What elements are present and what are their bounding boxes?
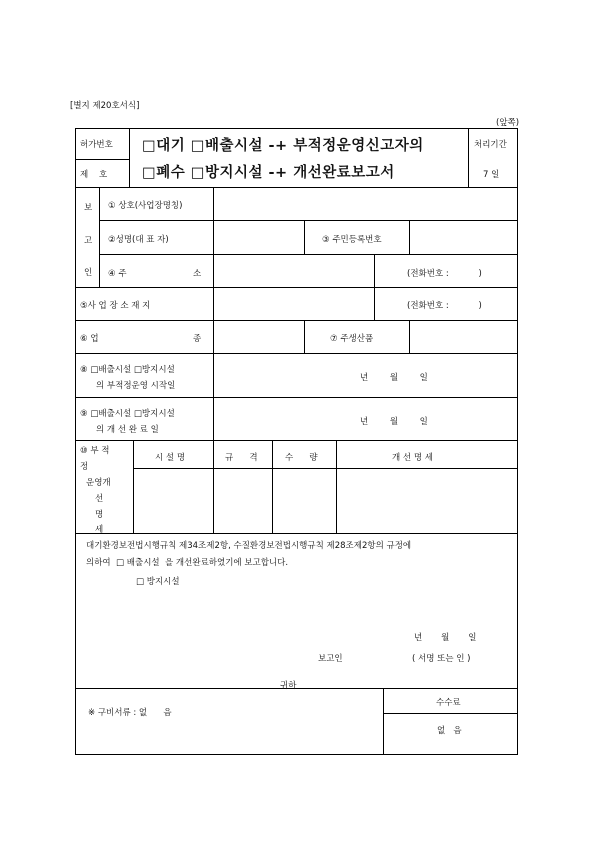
business-type-label-suffix: 종 (193, 334, 202, 344)
detail-side-label: 운영개 (86, 478, 111, 488)
divider (133, 440, 134, 533)
divider (75, 187, 518, 188)
start-date-label-line1: ⑧ □배출시설 □방지시설 (80, 365, 175, 375)
divider (75, 688, 518, 689)
divider (75, 397, 518, 398)
spec-header: 규 격 (225, 453, 258, 463)
divider (374, 254, 375, 320)
divider (468, 128, 469, 187)
reporter-label: 보고인 (318, 654, 343, 664)
divider (213, 440, 214, 533)
detail-side-label: 명 (95, 510, 104, 520)
processing-period-value: 7 일 (483, 170, 500, 180)
divider (99, 220, 518, 221)
phone-label: (전화번호 : ) (407, 301, 482, 311)
phone-label: (전화번호 : ) (407, 269, 482, 279)
divider (213, 187, 214, 440)
address-label: ④ 주 (108, 269, 127, 279)
business-name-label: ① 상호(사업장명칭) (108, 201, 183, 211)
reporter-side-label: 인 (84, 268, 93, 278)
required-documents: ※ 구비서류 : 없 음 (88, 708, 172, 718)
fee-label: 수수료 (436, 698, 461, 708)
divider (383, 688, 384, 755)
divider (304, 220, 305, 254)
processing-period-label: 처리기간 (474, 140, 507, 150)
detail-side-label: 선 (95, 494, 104, 504)
form-number: [별지 제20호서식] (70, 101, 140, 111)
divider (99, 254, 518, 255)
reporter-side-label: 보 (84, 203, 93, 213)
statement-line3: □ 방지시설 (136, 577, 180, 587)
addressee-label: 귀하 (280, 681, 297, 691)
completion-date-value: 년 월 일 (360, 417, 428, 427)
representative-name-label: ②성명(대 표 자) (108, 235, 169, 245)
reporter-side-label: 고 (84, 236, 93, 246)
start-date-value: 년 월 일 (360, 373, 428, 383)
divider (75, 353, 518, 354)
detail-side-label: 정 (80, 462, 89, 472)
divider (75, 440, 518, 441)
completion-date-label-line1: ⑨ □배출시설 □방지시설 (80, 409, 175, 419)
completion-date-label-line2: 의 개 선 완 료 일 (96, 425, 159, 435)
divider (409, 220, 410, 254)
divider (409, 320, 410, 353)
divider (133, 468, 518, 469)
business-type-label: ⑥ 업 (80, 334, 99, 344)
number-label: 제 호 (80, 170, 108, 180)
permit-number-label: 허가번호 (80, 140, 113, 150)
start-date-label-line2: 의 부적정운영 시작일 (96, 381, 176, 391)
divider (75, 287, 518, 288)
divider (272, 440, 273, 533)
improvement-detail-header: 개 선 명 세 (392, 453, 433, 463)
detail-side-label: 세 (95, 525, 104, 535)
facility-name-header: 시 설 명 (155, 453, 186, 463)
divider (99, 187, 100, 287)
divider (75, 159, 129, 160)
form-title-line1: □대기 □배출시설 -+ 부적정운영신고자의 (142, 138, 424, 154)
divider (304, 320, 305, 353)
divider (336, 440, 337, 533)
divider (129, 128, 130, 187)
divider (383, 713, 518, 714)
form-title-line2: □폐수 □방지시설 -+ 개선완료보고서 (142, 165, 395, 181)
site-address-label: ⑤사 업 장 소 재 지 (80, 301, 151, 311)
signature-label: ( 서명 또는 인 ) (412, 654, 471, 664)
divider (75, 320, 518, 321)
divider (75, 533, 518, 534)
statement-line2: 의하여 □ 배출시설 을 개선완료하였기에 보고합니다. (86, 558, 289, 568)
page-side-label: (앞쪽) (496, 118, 520, 128)
address-label-suffix: 소 (193, 269, 202, 279)
detail-side-label: ⑩ 부 적 (80, 446, 110, 456)
fee-value: 없 음 (437, 726, 462, 736)
resident-number-label: ③ 주민등록번호 (322, 235, 382, 245)
main-product-label: ⑦ 주생산품 (330, 334, 374, 344)
quantity-header: 수 량 (285, 453, 318, 463)
report-date: 년 월 일 (414, 633, 477, 643)
statement-line1: 대기환경보전법시행규칙 제34조제2항, 수질환경보전법시행규칙 제28조제2항의 규정에 (86, 541, 412, 551)
